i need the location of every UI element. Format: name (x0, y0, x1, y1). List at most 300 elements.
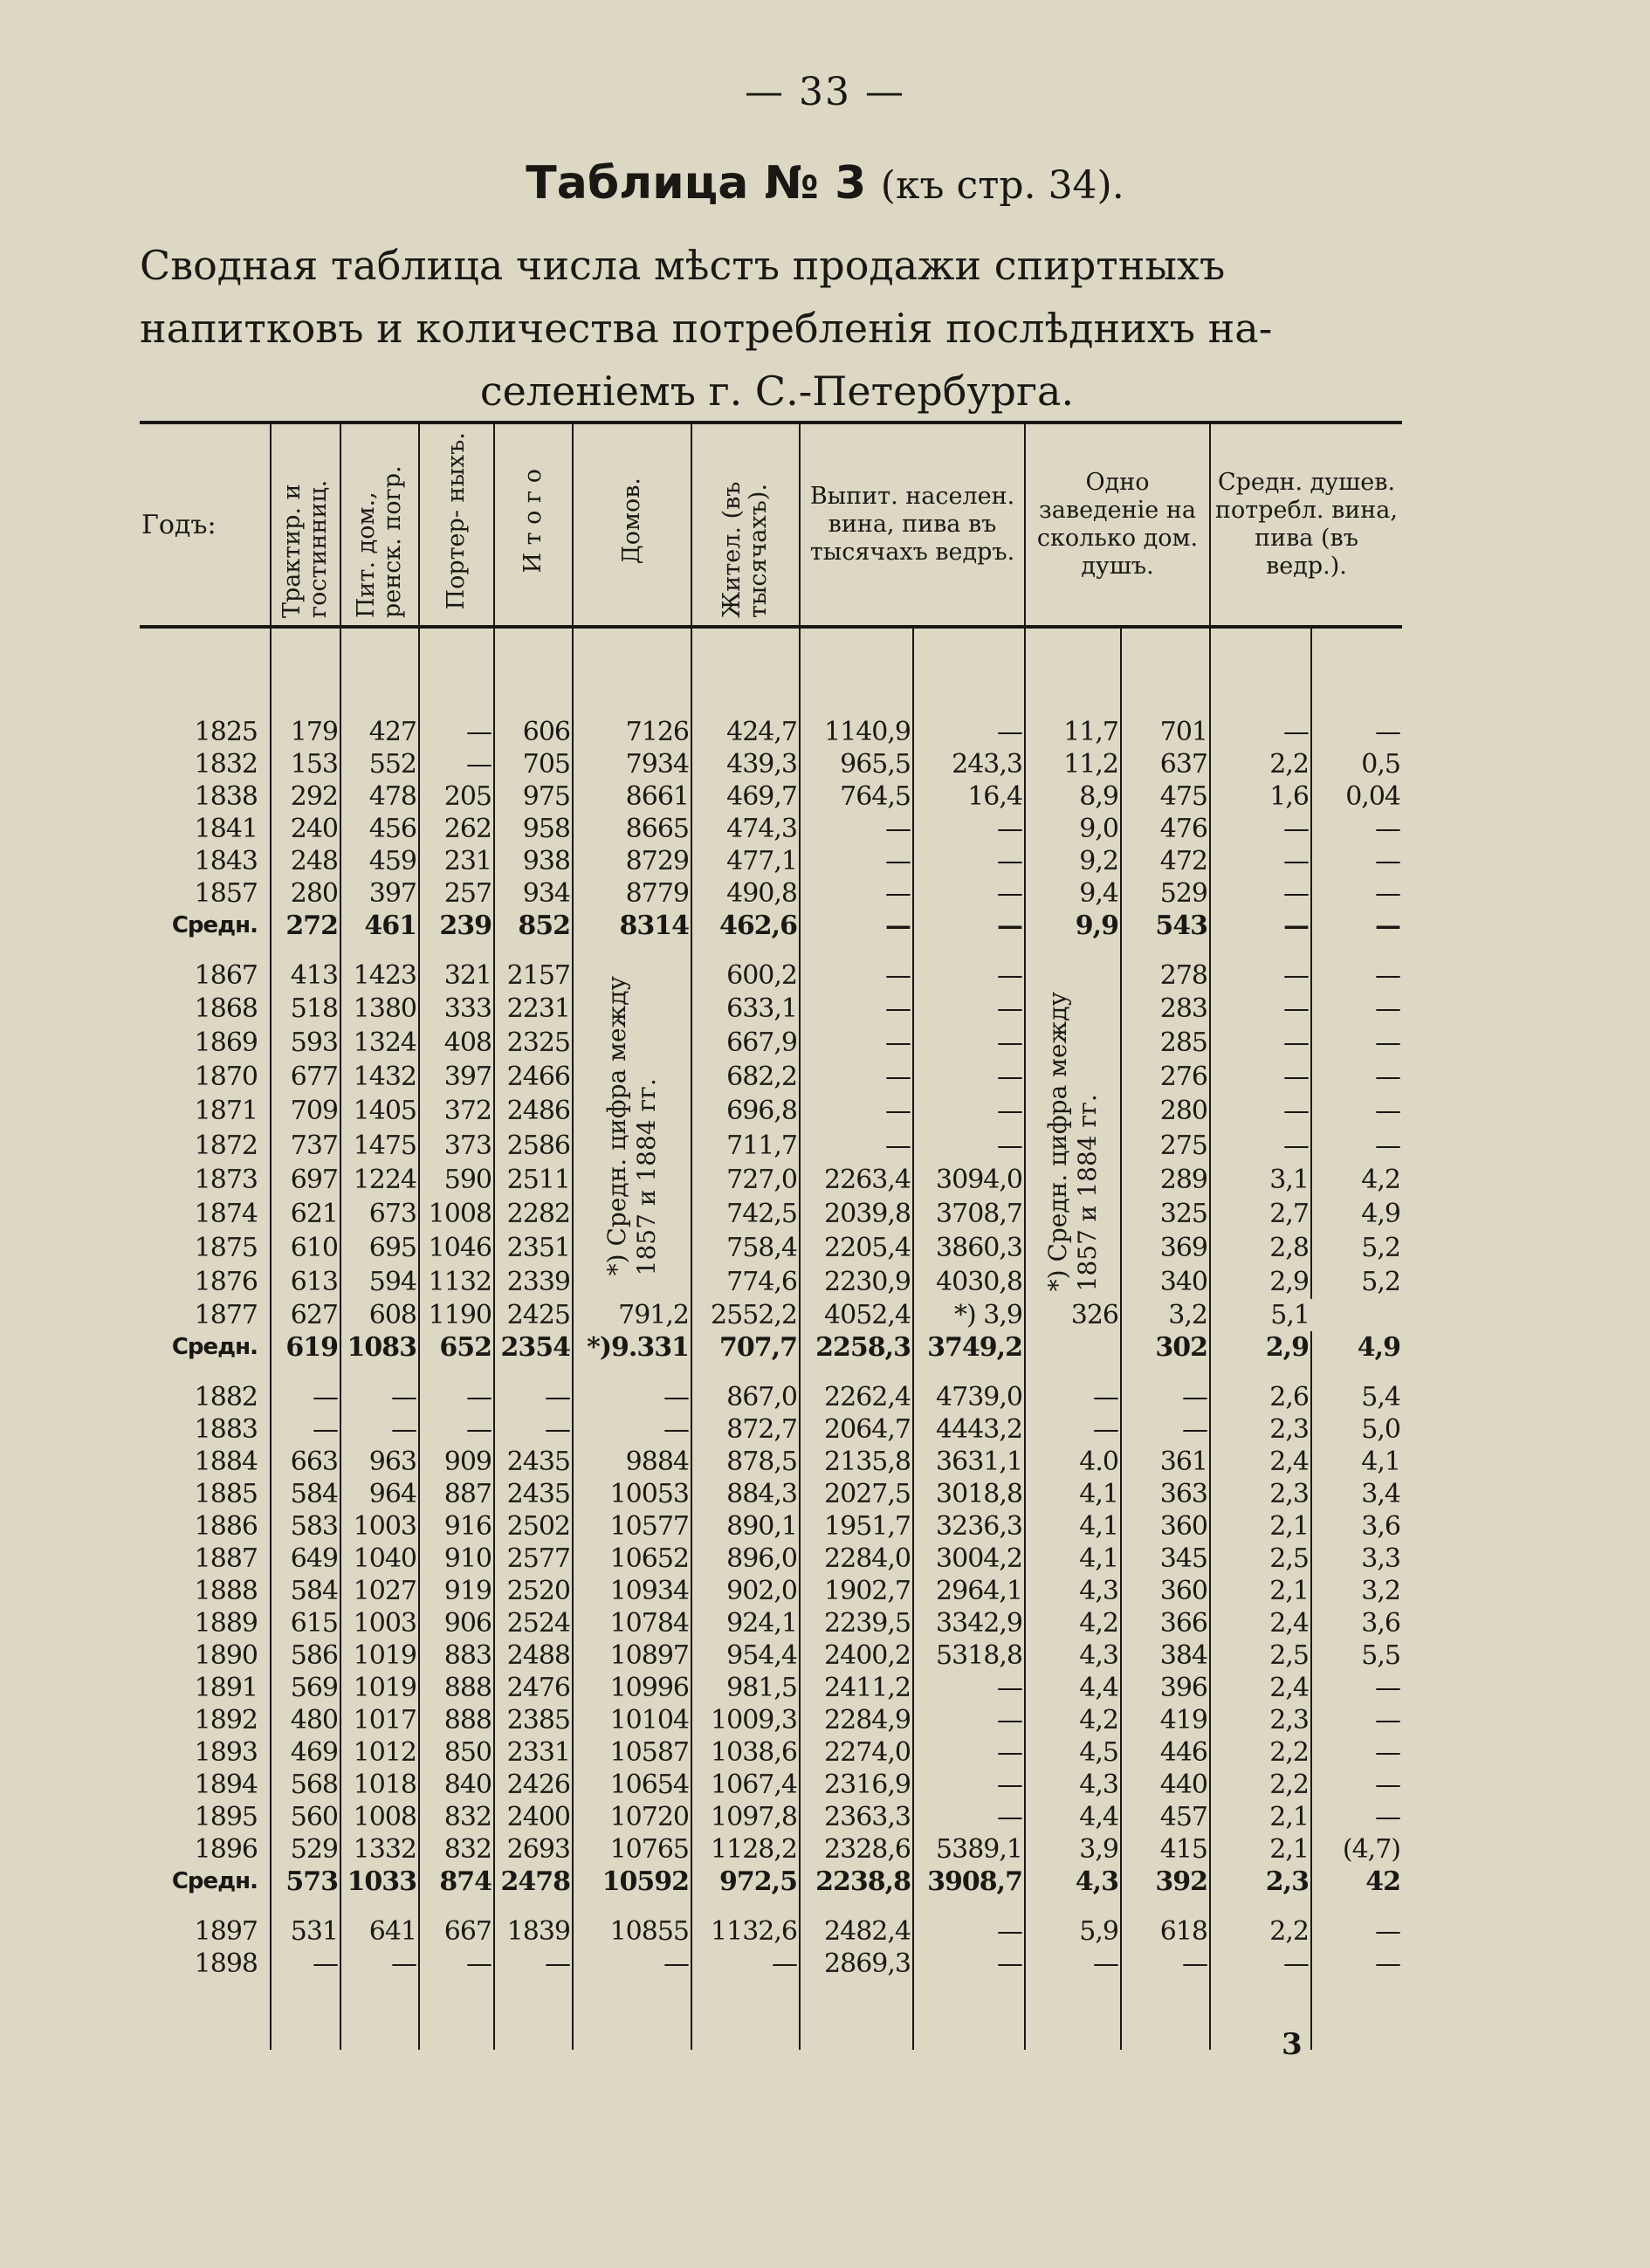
table-cell: 1008 (419, 1197, 494, 1231)
table-cell: 424,7 (691, 716, 800, 748)
table-cell: — (800, 813, 913, 845)
table-cell: 10996 (573, 1672, 691, 1704)
table-cell: 2,2 (1210, 748, 1311, 780)
table-cell: 954,4 (691, 1639, 800, 1672)
table-cell: 1843 (194, 846, 258, 876)
table-cell: 742,5 (691, 1197, 800, 1231)
table-row (140, 845, 1402, 877)
table-cell: 1870 (194, 1062, 258, 1093)
header-total: И т о г о (494, 423, 573, 627)
table-cell (573, 1980, 691, 2050)
table-cell: — (573, 1948, 691, 1980)
table-cell: 5389,1 (913, 1833, 1025, 1866)
table-cell: 8661 (573, 780, 691, 813)
table-cell: 2385 (494, 1704, 573, 1736)
table-cell: — (419, 748, 494, 780)
table-cell (340, 1364, 419, 1381)
table-cell: 5,4 (1311, 1381, 1402, 1413)
table-cell: 677 (271, 1060, 340, 1094)
table-cell (913, 1364, 1025, 1381)
table-cell: 883 (419, 1639, 494, 1672)
table-cell (691, 1898, 800, 1915)
table-cell: 446 (1121, 1736, 1210, 1769)
table-cell: 9884 (573, 1446, 691, 1478)
table-cell: 2238,8 (800, 1866, 913, 1898)
table-cell: — (1311, 1129, 1402, 1163)
table-cell: 480 (271, 1704, 340, 1736)
table-cell: 4,3 (1025, 1866, 1121, 1898)
header-residents: Жител. (въ тысячахъ). (691, 423, 800, 627)
table-cell: 2354 (494, 1331, 573, 1364)
table-cell: 280 (271, 877, 340, 910)
table-cell: 469,7 (691, 780, 800, 813)
table-cell: — (913, 1672, 1025, 1704)
table-cell: 2466 (494, 1060, 573, 1094)
table-cell (800, 942, 913, 959)
table-cell: 8779 (573, 877, 691, 910)
table-cell (140, 627, 271, 716)
table-cell: 42 (1311, 1866, 1402, 1898)
table-cell: 1867 (194, 960, 258, 991)
table-row (140, 992, 1402, 1026)
table-cell: 283 (1121, 992, 1210, 1026)
table-cell: 5,9 (1025, 1915, 1121, 1948)
table-cell: 1132,6 (691, 1915, 800, 1948)
table-cell: — (800, 877, 913, 910)
table-cell (1210, 942, 1311, 959)
table-cell (800, 1980, 913, 2050)
table-cell: 890,1 (691, 1510, 800, 1543)
table-cell (913, 1898, 1025, 1915)
table-cell: 474,3 (691, 813, 800, 845)
table-cell: 1067,4 (691, 1769, 800, 1801)
table-cell (913, 1980, 1025, 2050)
table-cell: 2,1 (1210, 1575, 1311, 1607)
table-cell: 705 (494, 748, 573, 780)
table-cell: 2693 (494, 1833, 573, 1866)
table-cell: 5,1 (1210, 1299, 1311, 1331)
table-cell: 2027,5 (800, 1478, 913, 1510)
table-cell: 2,2 (1210, 1736, 1311, 1769)
table-cell: 3,6 (1311, 1510, 1402, 1543)
table-row (140, 780, 1402, 813)
table-cell: 4,4 (1025, 1672, 1121, 1704)
table-cell: 231 (419, 845, 494, 877)
table-cell: — (1311, 1672, 1402, 1704)
table-cell (573, 1364, 691, 1381)
average-row (140, 910, 1402, 942)
table-cell: 1838 (194, 781, 258, 812)
caption-line-3: селеніемъ г. С.-Петербурга. (479, 368, 1075, 415)
table-cell: — (1210, 1094, 1311, 1128)
table-cell: 456 (340, 813, 419, 845)
table-row (140, 1129, 1402, 1163)
table-cell: 2274,0 (800, 1736, 913, 1769)
table-cell: 440 (1121, 1769, 1210, 1801)
table-cell: 3708,7 (913, 1197, 1025, 1231)
table-cell: — (1210, 845, 1311, 877)
table-cell: 590 (419, 1163, 494, 1197)
table-cell: 2,4 (1210, 1607, 1311, 1639)
table-cell: 1839 (494, 1915, 573, 1948)
table-cell: 695 (340, 1231, 419, 1265)
table-cell: 711,7 (691, 1129, 800, 1163)
table-cell: 2400,2 (800, 1639, 913, 1672)
table-cell: — (494, 1948, 573, 1980)
table-cell: 934 (494, 877, 573, 910)
table-cell: 280 (1121, 1094, 1210, 1128)
table-cell: — (1025, 1381, 1121, 1413)
header-houses: Домов. (573, 423, 691, 627)
table-cell (1311, 627, 1402, 716)
table-row (140, 1510, 1402, 1543)
table-cell: 10104 (573, 1704, 691, 1736)
table-title-ref: (къ стр. 34). (880, 163, 1124, 208)
table-cell: 345 (1121, 1543, 1210, 1575)
table-cell: 867,0 (691, 1381, 800, 1413)
table-cell: 1951,7 (800, 1510, 913, 1543)
table-cell: 1872 (194, 1130, 258, 1161)
table-cell: 2,1 (1210, 1801, 1311, 1833)
header-porter: Портер- ныхъ. (419, 423, 494, 627)
table-cell: 2,1 (1210, 1510, 1311, 1543)
table-cell: — (1210, 1129, 1311, 1163)
table-cell: 1097,8 (691, 1801, 800, 1833)
table-cell: — (494, 1381, 573, 1413)
table-cell: 1009,3 (691, 1704, 800, 1736)
houses-note (573, 959, 691, 1299)
table-cell: 2,9 (1210, 1265, 1311, 1299)
table-cell: — (800, 910, 913, 942)
table-cell: 243,3 (913, 748, 1025, 780)
table-cell: 10765 (573, 1833, 691, 1866)
table-cell: 682,2 (691, 1060, 800, 1094)
table-cell: 981,5 (691, 1672, 800, 1704)
table-cell: — (913, 1094, 1025, 1128)
table-cell: 2,4 (1210, 1672, 1311, 1704)
table-cell: 285 (1121, 1026, 1210, 1060)
table-cell: — (340, 1413, 419, 1446)
header-consumed: Выпит. населен. вина, пива въ тысячахъ ведръ. (800, 423, 1025, 627)
table-cell: — (1210, 877, 1311, 910)
table-cell: 872,7 (691, 1413, 800, 1446)
table-cell: 852 (494, 910, 573, 942)
table-cell: 1825 (194, 717, 258, 747)
table-row (140, 1639, 1402, 1672)
table-cell: 10577 (573, 1510, 691, 1543)
table-cell: 1040 (340, 1543, 419, 1575)
table-cell: *) 3,9 (913, 1299, 1025, 1331)
table-cell (800, 627, 913, 716)
table-cell: 1896 (194, 1834, 258, 1866)
table-cell: 1038,6 (691, 1736, 800, 1769)
table-cell (140, 1898, 271, 1915)
table-cell: — (1311, 1704, 1402, 1736)
table-cell: 396 (1121, 1672, 1210, 1704)
table-cell: 909 (419, 1446, 494, 1478)
table-cell: 4,1 (1025, 1543, 1121, 1575)
table-cell: — (419, 1381, 494, 1413)
table-row (140, 1769, 1402, 1801)
table-cell: 633,1 (691, 992, 800, 1026)
table-cell: — (1210, 910, 1311, 942)
table-cell: 697 (271, 1163, 340, 1197)
table-cell: 4,2 (1025, 1704, 1121, 1736)
table-cell: 1003 (340, 1510, 419, 1543)
table-cell: 5,0 (1311, 1413, 1402, 1446)
table-cell: Средн. (171, 912, 258, 938)
table-cell (419, 627, 494, 716)
table-cell: 707,7 (691, 1331, 800, 1364)
table-cell: 4052,4 (800, 1299, 913, 1331)
table-row (140, 1543, 1402, 1575)
table-cell: — (1121, 1948, 1210, 1980)
table-cell: 325 (1121, 1197, 1210, 1231)
table-cell: — (691, 1948, 800, 1980)
table-cell: 1017 (340, 1704, 419, 1736)
table-cell: 4,3 (1025, 1575, 1121, 1607)
table-cell: — (340, 1381, 419, 1413)
table-cell (1025, 627, 1121, 716)
table-cell: 888 (419, 1704, 494, 1736)
table-cell: 10592 (573, 1866, 691, 1898)
table-cell: 5,2 (1311, 1231, 1402, 1265)
table-cell: — (913, 1948, 1025, 1980)
table-row (140, 1446, 1402, 1478)
table-cell: 1886 (194, 1511, 258, 1543)
table-cell: 477,1 (691, 845, 800, 877)
table-cell: — (1025, 1948, 1121, 1980)
table-cell: 560 (271, 1801, 340, 1833)
table-cell (419, 1980, 494, 2050)
table-cell: 972,5 (691, 1866, 800, 1898)
table-cell: 615 (271, 1607, 340, 1639)
table-row (140, 1094, 1402, 1128)
table-cell: 457 (1121, 1801, 1210, 1833)
table-cell: 153 (271, 748, 340, 780)
table-cell: 610 (271, 1231, 340, 1265)
statistics-table (140, 421, 1402, 2050)
table-cell: 2339 (494, 1265, 573, 1299)
table-cell: 4,4 (1025, 1801, 1121, 1833)
table-cell (271, 1980, 340, 2050)
table-cell: — (271, 1413, 340, 1446)
table-cell: 938 (494, 845, 573, 877)
table-body (140, 627, 1402, 2050)
table-cell: — (1311, 1736, 1402, 1769)
table-cell: 2435 (494, 1478, 573, 1510)
table-cell: 1132 (419, 1265, 494, 1299)
table-cell: — (800, 1129, 913, 1163)
table-cell: 7934 (573, 748, 691, 780)
table-cell: — (1311, 1060, 1402, 1094)
spacer-row (140, 942, 1402, 959)
table-cell: 1432 (340, 1060, 419, 1094)
table-cell: 621 (271, 1197, 340, 1231)
table-cell: 963 (340, 1446, 419, 1478)
table-cell: — (573, 1381, 691, 1413)
table-cell: 2239,5 (800, 1607, 913, 1639)
table-cell: 1423 (340, 959, 419, 992)
table-cell (340, 1980, 419, 2050)
table-cell (494, 1898, 573, 1915)
table-cell: *)9.331 (573, 1331, 691, 1364)
table-cell (800, 1364, 913, 1381)
table-cell (573, 942, 691, 959)
table-cell: 1019 (340, 1639, 419, 1672)
table-cell: — (800, 845, 913, 877)
table-cell (1025, 1331, 1121, 1364)
table-caption (140, 234, 1414, 423)
table-cell: 586 (271, 1639, 340, 1672)
table-cell: 1027 (340, 1575, 419, 1607)
table-cell: — (1210, 1060, 1311, 1094)
table-cell: 3749,2 (913, 1331, 1025, 1364)
table-cell (494, 627, 573, 716)
table-cell: 663 (271, 1446, 340, 1478)
table-cell: 1873 (194, 1164, 258, 1195)
table-cell: 3,1 (1210, 1163, 1311, 1197)
spacer-row (140, 1898, 1402, 1915)
table-cell: 573 (271, 1866, 340, 1898)
table-row (140, 959, 1402, 992)
table-cell: 2,6 (1210, 1381, 1311, 1413)
table-cell: — (419, 1948, 494, 1980)
table-cell: 1883 (194, 1414, 258, 1446)
table-row (140, 1915, 1402, 1948)
table-cell (494, 942, 573, 959)
table-row (140, 1026, 1402, 1060)
table-cell: 340 (1121, 1265, 1210, 1299)
table-cell: 1892 (194, 1705, 258, 1736)
table-row (140, 1801, 1402, 1833)
table-cell: 2426 (494, 1769, 573, 1801)
table-cell: — (913, 1129, 1025, 1163)
table-cell: 2331 (494, 1736, 573, 1769)
table-cell: 568 (271, 1769, 340, 1801)
table-cell: 2230,9 (800, 1265, 913, 1299)
table-cell: 392 (1121, 1866, 1210, 1898)
table-cell: 262 (419, 813, 494, 845)
table-cell: — (913, 1915, 1025, 1948)
table-cell: 1,6 (1210, 780, 1311, 813)
table-cell: 832 (419, 1833, 494, 1866)
table-cell: — (913, 992, 1025, 1026)
table-cell (1311, 942, 1402, 959)
caption-line-1: Сводная таблица числа мѣстъ продажи спиртныхъ (140, 242, 1226, 289)
table-cell: 2284,9 (800, 1704, 913, 1736)
table-cell: 619 (271, 1331, 340, 1364)
table-cell: 1012 (340, 1736, 419, 1769)
table-cell: 1003 (340, 1607, 419, 1639)
table-cell: 584 (271, 1575, 340, 1607)
table-title-bold: Таблица № 3 (526, 157, 867, 210)
table-cell: — (913, 845, 1025, 877)
table-cell: 727,0 (691, 1163, 800, 1197)
table-cell: 887 (419, 1478, 494, 1510)
table-cell: 1475 (340, 1129, 419, 1163)
table-cell (419, 1364, 494, 1381)
table-cell: 608 (340, 1299, 419, 1331)
table-row (140, 1060, 1402, 1094)
table-cell: 3,2 (1121, 1299, 1210, 1331)
table-cell (1121, 1898, 1210, 1915)
table-row (140, 1299, 1402, 1331)
table-cell (340, 942, 419, 959)
table-row (140, 1478, 1402, 1510)
table-cell: — (1210, 1026, 1311, 1060)
table-cell: 321 (419, 959, 494, 992)
table-cell (140, 1364, 271, 1381)
table-cell: — (1210, 959, 1311, 992)
table-cell: — (271, 1381, 340, 1413)
table-cell: 2435 (494, 1446, 573, 1478)
table-cell: 2,5 (1210, 1639, 1311, 1672)
table-cell: 0,04 (1311, 780, 1402, 813)
table-cell: 975 (494, 780, 573, 813)
table-row (140, 1231, 1402, 1265)
table-cell: 4,9 (1311, 1197, 1402, 1231)
table-cell: 3,6 (1311, 1607, 1402, 1639)
table-cell (691, 1364, 800, 1381)
table-cell (1311, 1364, 1402, 1381)
table-row (140, 1381, 1402, 1413)
table-cell: 16,4 (913, 780, 1025, 813)
table-cell: 2524 (494, 1607, 573, 1639)
table-cell: — (1311, 877, 1402, 910)
table-cell (271, 1898, 340, 1915)
table-cell: 600,2 (691, 959, 800, 992)
table-cell: 4,5 (1025, 1736, 1121, 1769)
table-cell: 462,6 (691, 910, 800, 942)
table-cell: 361 (1121, 1446, 1210, 1478)
caption-line-2: напитковъ и количества потребленія послѣднихъ на- (140, 305, 1273, 352)
table-cell: — (1210, 992, 1311, 1026)
table-cell (271, 1364, 340, 1381)
table-cell (340, 627, 419, 716)
table-cell: 2282 (494, 1197, 573, 1231)
table-cell: 2,8 (1210, 1231, 1311, 1265)
table-row (140, 1265, 1402, 1299)
table-cell: 427 (340, 716, 419, 748)
table-cell: 1224 (340, 1163, 419, 1197)
table-cell: 1893 (194, 1737, 258, 1769)
table-cell: 652 (419, 1331, 494, 1364)
table-cell: 2258,3 (800, 1331, 913, 1364)
header-taverns: Трактир. и гостинниц. (271, 423, 340, 627)
table-cell: 1894 (194, 1770, 258, 1801)
table-cell: 916 (419, 1510, 494, 1543)
table-row (140, 1948, 1402, 1980)
table-cell: 7126 (573, 716, 691, 748)
table-cell: 1871 (194, 1096, 258, 1127)
table-cell: 667,9 (691, 1026, 800, 1060)
table-cell: 1890 (194, 1640, 258, 1672)
table-cell: 475 (1121, 780, 1210, 813)
table-cell: 5,2 (1311, 1265, 1402, 1299)
table-cell: 1332 (340, 1833, 419, 1866)
table-cell (340, 1898, 419, 1915)
table-cell: 673 (340, 1197, 419, 1231)
table-cell (1311, 1898, 1402, 1915)
table-cell: 1889 (194, 1608, 258, 1639)
table-cell: 10897 (573, 1639, 691, 1672)
table-cell: 2328,6 (800, 1833, 913, 1866)
table-cell: 4,3 (1025, 1769, 1121, 1801)
table-cell: 649 (271, 1543, 340, 1575)
table-cell: 10652 (573, 1543, 691, 1575)
spacer-row (140, 1364, 1402, 1381)
